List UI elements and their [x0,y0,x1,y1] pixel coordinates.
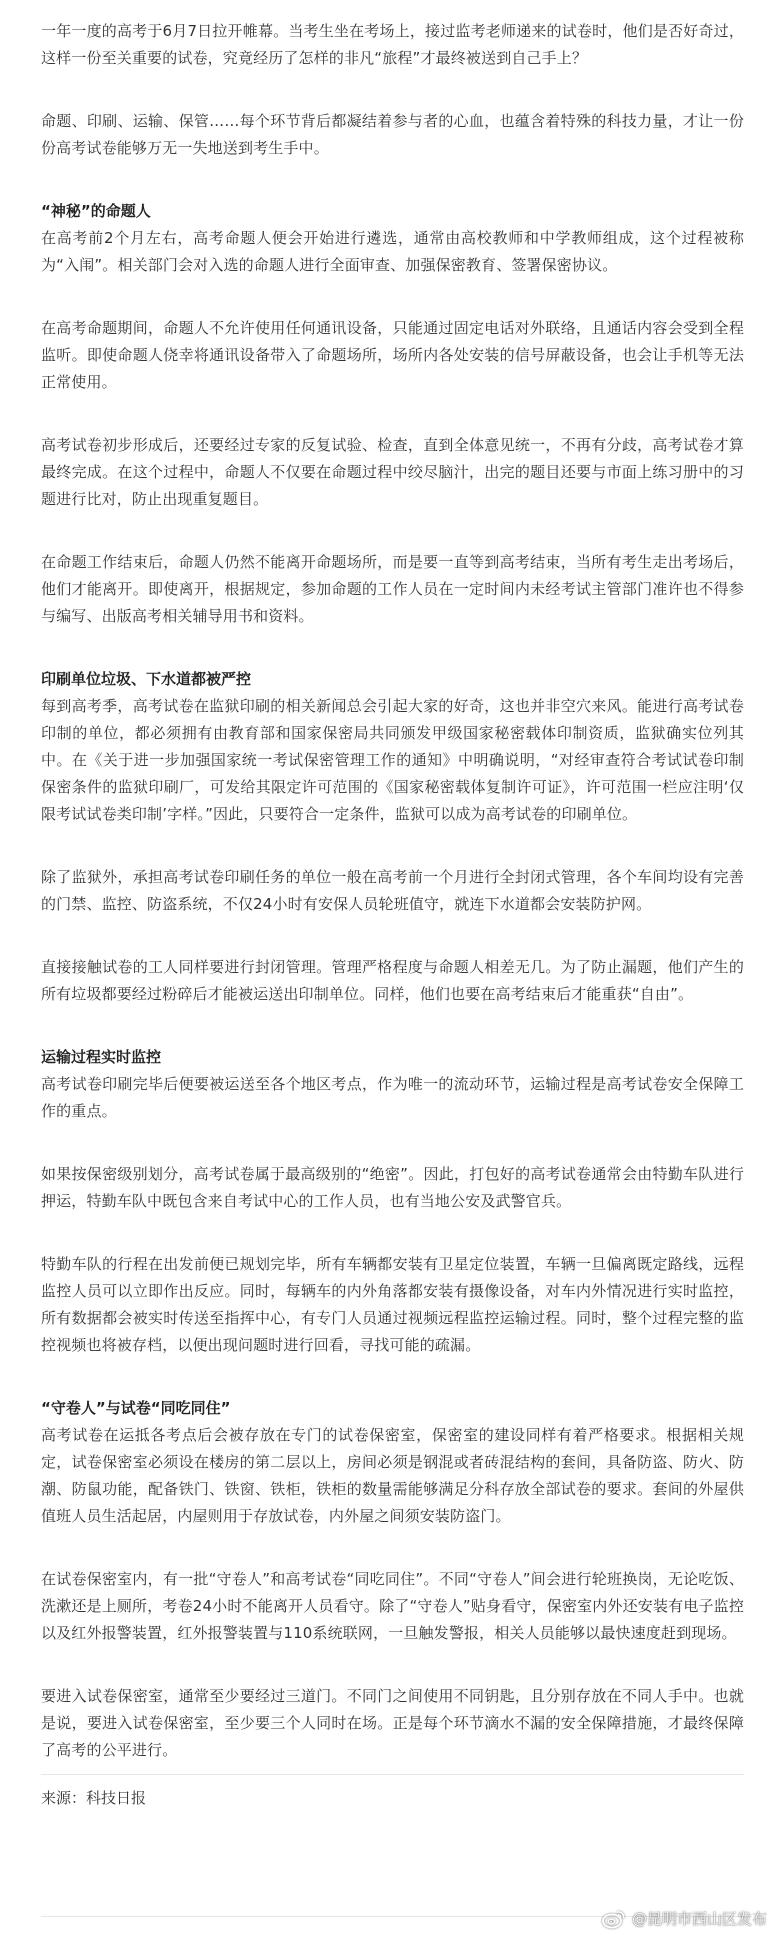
watermark-handle: @昆明市西山区发布 [631,1910,767,1928]
section-paragraph: 在高考命题期间，命题人不允许使用任何通讯设备，只能通过固定电话对外联络，且通话内容会受到全程监听。即使命题人侥幸将通讯设备带入了命题场所，场所内各处安装的信号屏蔽设备，也会让手机等无法正常使用。 [41,319,744,391]
article-source: 来源：科技日报 [41,1789,147,1807]
intro-paragraph-2: 命题、印刷、运输、保管……每个环节背后都凝结着参与者的心血，也蕴含着特殊的科技力量，才让一份份高考试卷能够万无一失地送到考生手中。 [41,112,744,157]
section-paragraph: 在高考前2个月左右，高考命题人便会开始进行遴选，通常由高校教师和中学教师组成，这个过程被称为“入闱”。相关部门会对入选的命题人进行全面审查、加强保密教育、签署保密协议。 [41,229,744,274]
intro-paragraph-1: 一年一度的高考于6月7日拉开帷幕。当考生坐在考场上，接过监考老师递来的试卷时，他们是否好奇过，这样一份至关重要的试卷，究竟经历了怎样的非凡“旅程”才最终被送到自己手上？ [41,22,744,67]
weibo-icon [602,1909,626,1929]
section-paragraph: 如果按保密级别划分，高考试卷属于最高级别的“绝密”。因此，打包好的高考试卷通常会由特勤车队进行押运，特勤车队中既包含来自考试中心的工作人员，也有当地公安及武警官兵。 [41,1165,744,1210]
section-heading: 印刷单位垃圾、下水道都被严控 [41,670,252,688]
section-paragraph: 直接接触试卷的工人同样要进行封闭管理。管理严格程度与命题人相差无几。为了防止漏题，他们产生的所有垃圾都要经过粉碎后才能被运送出印制单位。同样，他们也要在高考结束后才能重获“自由”。 [41,958,744,1003]
article-body [41,18,744,1812]
section-heading: “神秘”的命题人 [41,202,151,220]
section-paragraph: 在命题工作结束后，命题人仍然不能离开命题场所，而是要一直等到高考结束，当所有考生走出考场后，他们才能离开。即使离开，根据规定，参加命题的工作人员在一定时间内未经考试主管部门准许也不得参与编写、出版高考相关辅导用书和资料。 [41,553,744,625]
section-proposition [41,198,744,630]
section-paragraph: 高考试卷在运抵各考点后会被存放在专门的试卷保密室，保密室的建设同样有着严格要求。根据相关规定，试卷保密室必须设在楼房的第二层以上，房间必须是钢混或者砖混结构的套间，具备防盗、防火、防潮、防鼠功能，配备铁门、铁窗、铁柜，铁柜的数量需能够满足分科存放全部试卷的要求。套间的外屋供值班人员生活起居，内屋则用于存放试卷，内外屋之间须安装防盗门。 [41,1426,744,1525]
section-paragraph: 特勤车队的行程在出发前便已规划完毕，所有车辆都安装有卫星定位装置，车辆一旦偏离既定路线，远程监控人员可以立即作出反应。同时，每辆车的内外角落都安装有摄像设备，对车内外情况进行实时监控，所有数据都会被实时传送至指挥中心，有专门人员通过视频远程监控运输过程。同时，整个过程完整的监控视频也将被存档，以便出现问题时进行回看，寻找可能的疏漏。 [41,1255,744,1354]
source-divider [41,1774,744,1775]
section-paragraph: 高考试卷印刷完毕后便要被运送至各个地区考点，作为唯一的流动环节，运输过程是高考试卷安全保障工作的重点。 [41,1075,744,1120]
section-paragraph: 高考试卷初步形成后，还要经过专家的反复试验、检查，直到全体意见统一，不再有分歧，高考试卷才算最终完成。在这个过程中，命题人不仅要在命题过程中绞尽脑汁，出完的题目还要与市面上练习册中的习题进行比对，防止出现重复题目。 [41,436,744,508]
section-heading: “守卷人”与试卷“同吃同住” [41,1399,231,1417]
section-heading: 运输过程实时监控 [41,1048,162,1066]
section-paragraph: 要进入试卷保密室，通常至少要经过三道门。不同门之间使用不同钥匙，且分别存放在不同人手中。也就是说，要进入试卷保密室，至少要三个人同时在场。正是每个环节滴水不漏的安全保障措施，才最终保障了高考的公平进行。 [41,1687,744,1759]
section-printing [41,666,744,1008]
section-paragraph: 在试卷保密室内，有一批“守卷人”和高考试卷“同吃同住”。不同“守卷人”间会进行轮班换岗，无论吃饭、洗漱还是上厕所，考卷24小时不能离开人员看守。除了“守卷人”贴身看守，保密室内外还安装有电子监控以及红外报警装置，红外报警装置与110系统联网，一旦触发警报，相关人员能够以最快速度赶到现场。 [41,1570,744,1642]
weibo-watermark [602,1908,767,1929]
section-paragraph: 每到高考季，高考试卷在监狱印刷的相关新闻总会引起大家的好奇，这也并非空穴来风。能进行高考试卷印制的单位，都必须拥有由教育部和国家保密局共同颁发甲级国家秘密载体印制资质，监狱确实位列其中。在《关于进一步加强国家统一考试保密管理工作的通知》中明确说明，“对经审查符合考试试卷印制保密条件的监狱印刷厂，可发给其限定许可范围的《国家秘密载体复制许可证》，许可范围一栏应注明‘仅限考试试卷类印制’字样。”因此，只要符合一定条件，监狱可以成为高考试卷的印刷单位。 [41,697,744,823]
section-paragraph: 除了监狱外，承担高考试卷印刷任务的单位一般在高考前一个月进行全封闭式管理，各个车间均设有完善的门禁、监控、防盗系统，不仅24小时有安保人员轮班值守，就连下水道都会安装防护网。 [41,868,744,913]
section-storage [41,1395,744,1764]
section-transport [41,1044,744,1359]
